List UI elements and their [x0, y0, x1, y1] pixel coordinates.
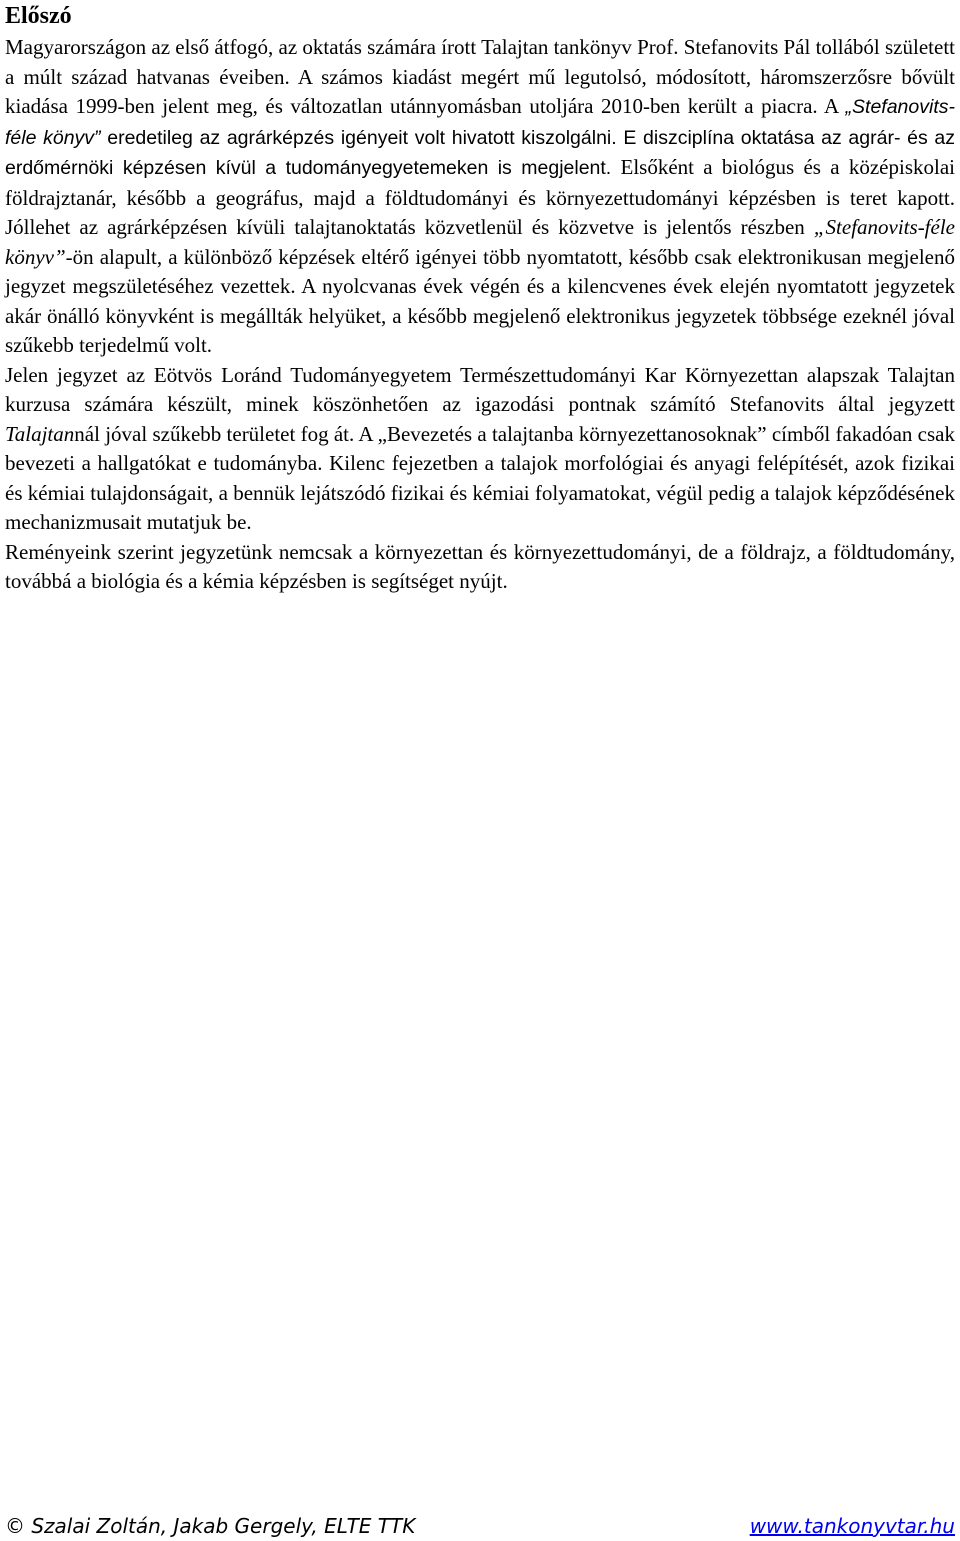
paragraph-1-text-b: eredetileg az agrárképzés igényeit volt hivatott kiszolgálni. E diszciplína oktatása az agrár- és az erdőmérnöki képzésen kívül a tudományegyetemeken is megjelent.: [5, 126, 955, 179]
page-footer: [5, 1512, 955, 1540]
footer-link[interactable]: www.tankonyvtar.hu: [749, 1514, 955, 1538]
page-title: Előszó: [5, 3, 72, 29]
paragraph-1-text-a: Magyarországon az első átfogó, az oktatás számára írott Talajtan tankönyv Prof. Stefanovits Pál tollából született a múlt század hatvanas éveiben. A számos kiadást megért mű legutolsó, módosított, háromszerzősre bővült kiadása 1999-ben jelent meg, és változatlan utánnyomásban utoljára 2010-ben került a piacra. A: [5, 35, 955, 118]
paragraph-1-text-c: Elsőként a biológus és a középiskolai földrajztanár, később a geográfus, majd a földtudományi és környezettudományi képzésben is teret kapott. Jóllehet az agrárképzésen kívüli talajtanoktatás közvetlenül és közvetve is jelentős részben: [5, 155, 955, 239]
document-body: [5, 33, 955, 597]
paragraph-2-text-b: nál jóval szűkebb területet fog át. A „Bevezetés a talajtanba környezettanosoknak” címből fakadóan csak bevezeti a hallgatókat e tudományba. Kilenc fejezetben a talajok morfológiai és anyagi felépítését, azok fizikai és kémiai tulajdonságait, a bennük lejátszódó fizikai és kémiai folyamatokat, végül pedig a talajok képződésének mechanizmusait mutatjuk be.: [5, 421, 955, 534]
page: [5, 0, 955, 597]
paragraph-3: Reményeink szerint jegyzetünk nemcsak a környezettan és környezettudományi, de a földrajz, a földtudomány, továbbá a biológia és a kémia képzésben is segítséget nyújt.: [5, 539, 955, 593]
paragraph-1: [5, 33, 955, 361]
paragraph-2: [5, 361, 955, 538]
footer-copyright: © Szalai Zoltán, Jakab Gergely, ELTE TTK: [5, 1514, 416, 1538]
paragraph-2-italic-title: Talajtan: [5, 421, 75, 446]
paragraph-1-italic-title-2: „Stefanovits-féle könyv”: [5, 215, 955, 269]
paragraph-1-italic-title-1: „Stefanovits-féle könyv”: [5, 96, 955, 149]
paragraph-2-text-a: Jelen jegyzet az Eötvös Loránd Tudományegyetem Természettudományi Kar Környezettan alapszak Talajtan kurzusa számára készült, minek köszönhetően az igazodási pontnak számító Stefanovits által jegyzett: [5, 362, 955, 416]
paragraph-1-text-d: -ön alapult, a különböző képzések eltérő igényei több nyomtatott, később csak elektronikusan megjelenő jegyzet megszületéséhez vezettek. A nyolcvanas évek végén és a kilencvenes évek elején nyomtatott jegyzetek akár önálló könyvként is megállták helyüket, a később megjelenő elektronikus jegyzetek többsége ezeknél jóval szűkebb terjedelmű volt.: [5, 244, 955, 357]
